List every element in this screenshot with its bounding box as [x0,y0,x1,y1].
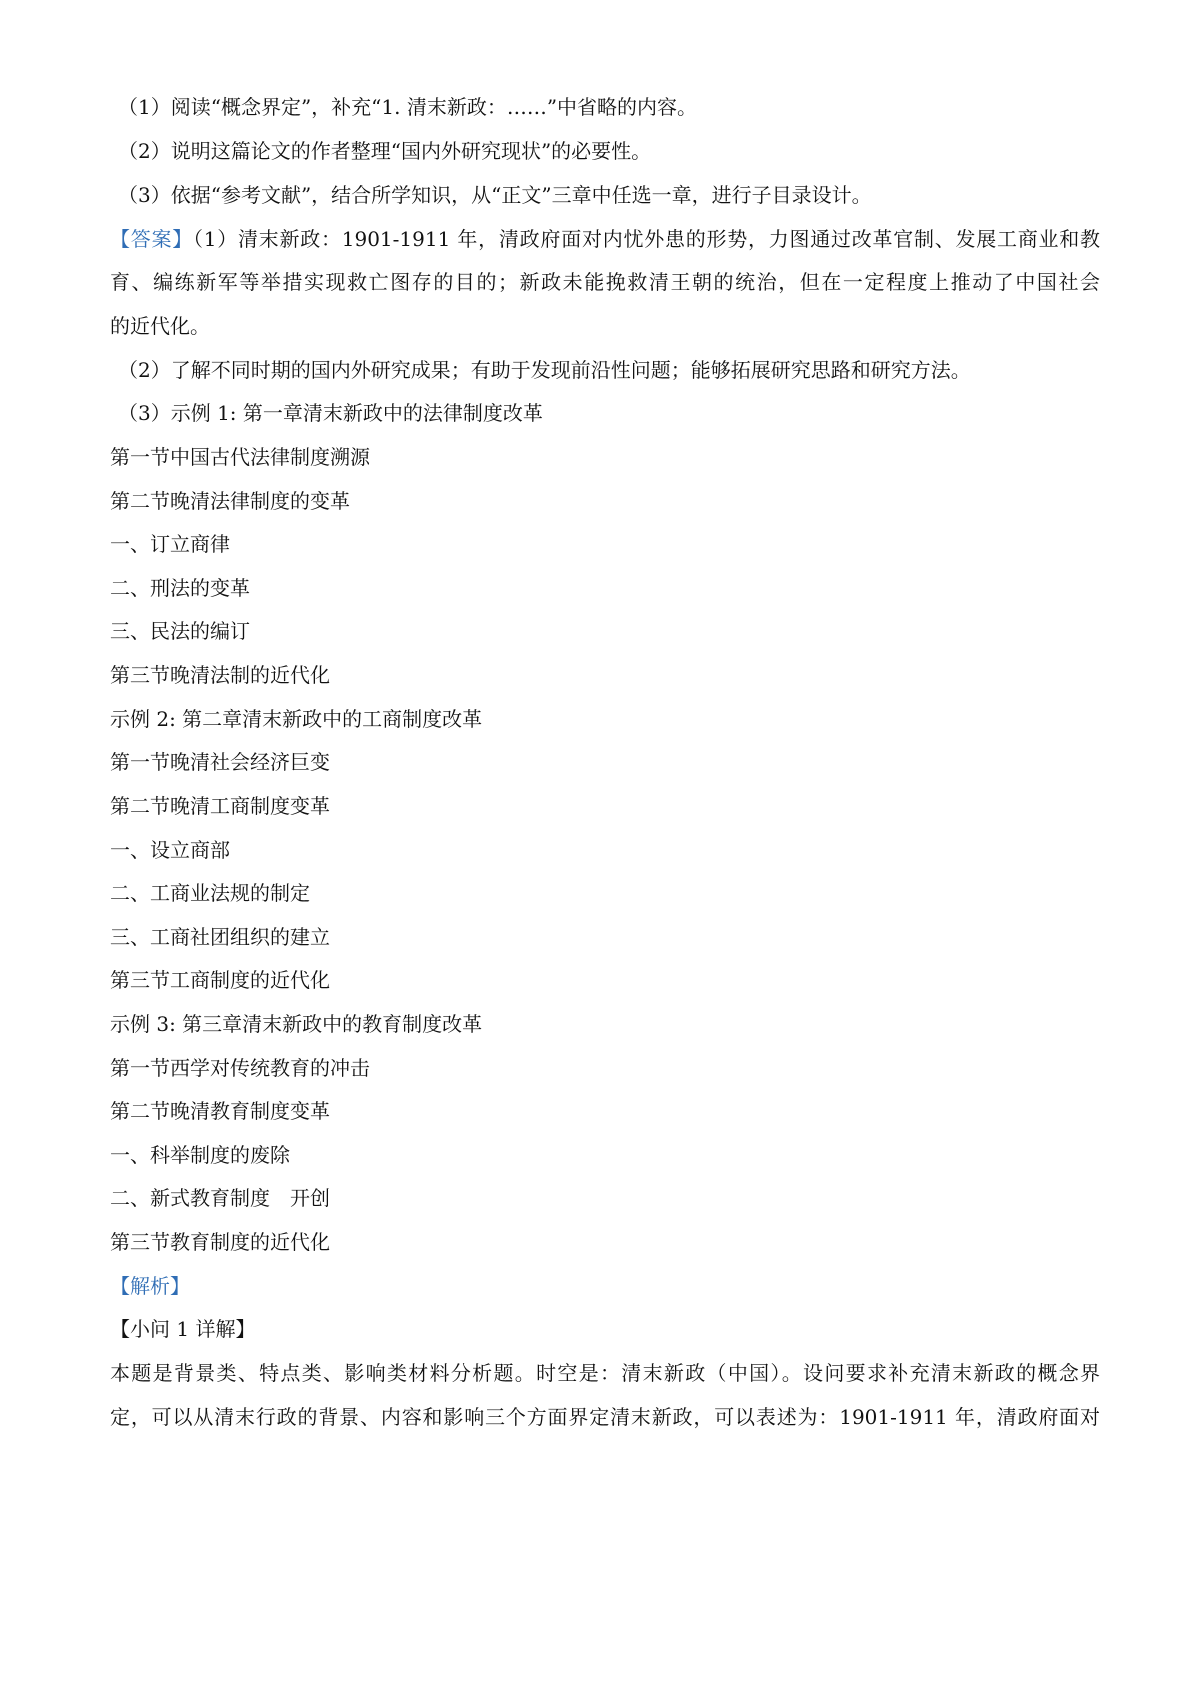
question-3: （3）依据“参考文献”，结合所学知识，从“正文”三章中任选一章，进行子目录设计。 [118,183,872,207]
outline-item: 示例 2: 第二章清末新政中的工商制度改革 [110,707,483,731]
outline-item: 示例 3: 第三章清末新政中的教育制度改革 [110,1012,483,1036]
outline-item: 一、科举制度的废除 [110,1143,290,1167]
outline-item: 第一节中国古代法律制度溯源 [110,445,370,469]
outline-item: 第三节教育制度的近代化 [110,1230,330,1254]
answer-3-intro: （3）示例 1: 第一章清末新政中的法律制度改革 [118,401,543,425]
outline-item: 一、订立商律 [110,532,230,556]
answer-1-line-3: 的近代化。 [110,314,210,338]
question-2: （2）说明这篇论文的作者整理“国内外研究现状”的必要性。 [118,139,652,163]
answer-1-line-1: 【答案】（1）清末新政：1901-1911 年，清政府面对内忧外患的形势，力图通过改革官制、发展工商业和教 [110,227,1101,251]
outline-item: 第一节西学对传统教育的冲击 [110,1056,370,1080]
outline-item: 第二节晚清工商制度变革 [110,794,330,818]
sub-question-1-title: 【小问 1 详解】 [110,1317,256,1341]
answer-2: （2）了解不同时期的国内外研究成果；有助于发现前沿性问题；能够拓展研究思路和研究方法。 [118,358,971,382]
analysis-line-1: 本题是背景类、特点类、影响类材料分析题。时空是：清末新政（中国）。设问要求补充清末新政的概念界 [110,1361,1100,1385]
outline-item: 第二节晚清法律制度的变革 [110,489,350,513]
outline-item: 第三节晚清法制的近代化 [110,663,330,687]
question-1: （1）阅读“概念界定”，补充“1. 清末新政：……”中省略的内容。 [118,95,698,119]
outline-item: 第一节晚清社会经济巨变 [110,750,330,774]
outline-item: 二、工商业法规的制定 [110,881,310,905]
outline-item: 第三节工商制度的近代化 [110,968,330,992]
analysis-line-2: 定，可以从清末行政的背景、内容和影响三个方面界定清末新政，可以表述为：1901-1911 年，清政府面对 [110,1405,1100,1429]
outline-item: 二、刑法的变革 [110,576,250,600]
outline-item: 三、民法的编订 [110,619,250,643]
outline-item: 二、新式教育制度 开创 [110,1186,330,1210]
outline-item: 第二节晚清教育制度变革 [110,1099,330,1123]
outline-item: 一、设立商部 [110,838,230,862]
outline-item: 三、工商社团组织的建立 [110,925,330,949]
answer-1-line-2: 育、编练新军等举措实现救亡图存的目的；新政未能挽救清王朝的统治，但在一定程度上推动了中国社会 [110,270,1100,294]
answer-label: 【答案】 [110,227,194,251]
analysis-label: 【解析】 [110,1274,190,1298]
